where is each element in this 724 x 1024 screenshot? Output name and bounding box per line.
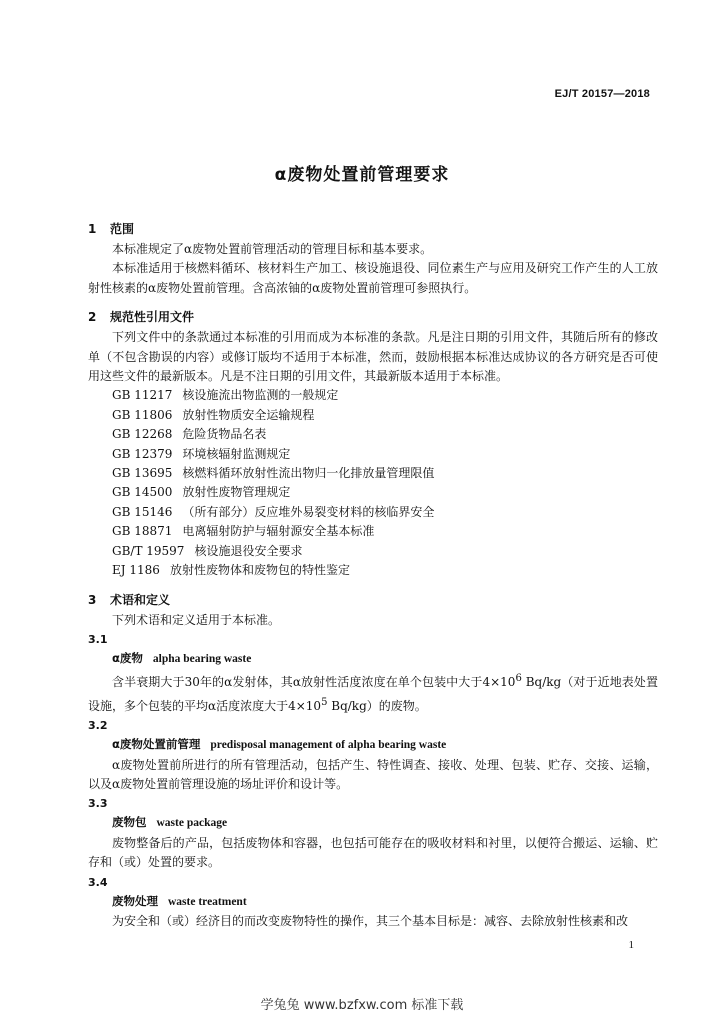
reference-name: 核燃料循环放射性流出物归一化排放量管理限值 — [182, 466, 435, 481]
reference-list — [88, 386, 658, 580]
reference-name: 核设施流出物监测的一般规定 — [182, 388, 339, 403]
term-english: waste package — [156, 817, 228, 830]
paragraph: 下列文件中的条款通过本标准的引用而成为本标准的条款。凡是注日期的引用文件，其随后所有的修改单（不包含勘误的内容）或修订版均不适用于本标准，然而，鼓励根据本标准达成协议的各方研究是否可使用这些文件的最新版本。凡是不注日期的引用文件，其最新版本适用于本标准。 — [88, 330, 658, 384]
section-title: 术语和定义 — [110, 592, 171, 607]
term-definition: α废物处置前所进行的所有管理活动，包括产生、特性调查、接收、处理、包装、贮存、交接、运输，以及α废物处置前管理设施的场址评价和设计等。 — [88, 757, 658, 791]
reference-item — [88, 483, 658, 502]
term-chinese: 废物处理 — [112, 893, 158, 908]
paragraph: 下列术语和定义适用于本标准。 — [112, 612, 281, 627]
reference-name: 环境核辐射监测规定 — [182, 446, 291, 461]
reference-code: EJ 1186 — [112, 563, 160, 578]
reference-item — [88, 425, 658, 444]
reference-name: 放射性废物管理规定 — [182, 485, 291, 500]
reference-name: 核设施退役安全要求 — [194, 543, 303, 558]
section-number: 3 — [88, 592, 97, 607]
reference-item — [88, 522, 658, 541]
reference-code: GB 12379 — [112, 446, 173, 461]
term-chinese: α废物 — [112, 650, 143, 665]
term-heading — [88, 735, 658, 755]
section-heading-terms-definitions — [88, 589, 658, 611]
section-number: 1 — [88, 222, 97, 236]
reference-item — [88, 542, 658, 561]
standard-number: EJ/T 20157—2018 — [554, 88, 650, 100]
term-definition: 废物整备后的产品，包括废物体和容器，也包括可能存在的吸收材料和衬里，以便符合搬运、运输、贮存和（或）处置的要求。 — [88, 835, 658, 870]
reference-code: GB 13695 — [112, 466, 173, 481]
paragraph: 本标准适用于核燃料循环、核材料生产加工、核设施退役、同位素生产与应用及研究工作产生的人工放射性核素的α废物处置前管理。含高浓铀的α废物处置前管理可参照执行。 — [88, 261, 658, 295]
section-number: 2 — [88, 310, 97, 325]
footer-watermark[interactable]: 学兔兔 www.bzfxw.com 标准下载 — [260, 998, 464, 1013]
reference-code: GB 15146 — [112, 504, 173, 519]
term-definition: 为安全和（或）经济目的而改变废物特性的操作，其三个基本目标是：减容、去除放射性核素和改 — [112, 913, 629, 928]
term-definition: 含半衰期大于30年的α发射体，其α放射性活度浓度在单个包装中大于$4\times 10^6$ Bq/kg（对于近地表处置设施，多个包装的平均α活度浓度大于$4\times 10^5$ Bq/kg）的废物。 — [88, 673, 658, 713]
reference-name: （所有部分）反应堆外易裂变材料的核临界安全 — [182, 504, 435, 519]
term-chinese: 废物包 — [112, 815, 147, 830]
reference-name: 危险货物品名表 — [182, 427, 267, 442]
term-chinese: α废物处置前管理 — [112, 737, 201, 752]
reference-item — [88, 464, 658, 483]
term-heading — [88, 892, 658, 912]
paragraph: 本标准规定了α废物处置前管理活动的管理目标和基本要求。 — [112, 242, 433, 256]
page-number: 1 — [628, 939, 634, 951]
reference-item — [88, 406, 658, 425]
term-number: 3.3 — [88, 797, 108, 811]
term-number: 3.4 — [88, 875, 108, 889]
section-title: 规范性引用文件 — [110, 310, 195, 325]
reference-name: 放射性物质安全运输规程 — [182, 407, 315, 422]
term-english: predisposal management of alpha bearing waste — [210, 739, 447, 752]
section-title: 范围 — [110, 222, 135, 236]
reference-item — [88, 503, 658, 522]
reference-code: GB 12268 — [112, 427, 173, 442]
reference-item — [88, 445, 658, 464]
reference-code: GB 14500 — [112, 485, 173, 500]
reference-code: GB 11217 — [112, 388, 173, 403]
reference-name: 电离辐射防护与辐射源安全基本标准 — [182, 524, 375, 539]
reference-code: GB/T 19597 — [112, 543, 185, 558]
section-heading-scope — [88, 218, 658, 240]
section-heading-normative-references — [88, 306, 658, 328]
term-number: 3.2 — [88, 719, 108, 733]
reference-item — [88, 386, 658, 405]
document-title: α废物处置前管理要求 — [274, 165, 450, 185]
reference-code: GB 18871 — [112, 524, 173, 539]
term-heading — [88, 813, 658, 833]
reference-item — [88, 561, 658, 580]
reference-code: GB 11806 — [112, 407, 173, 422]
term-english: alpha bearing waste — [152, 652, 252, 665]
term-number: 3.1 — [88, 632, 108, 646]
document-body — [88, 218, 658, 931]
reference-name: 放射性废物体和废物包的特性鉴定 — [169, 563, 350, 578]
term-heading — [88, 649, 658, 669]
term-english: waste treatment — [168, 895, 247, 908]
